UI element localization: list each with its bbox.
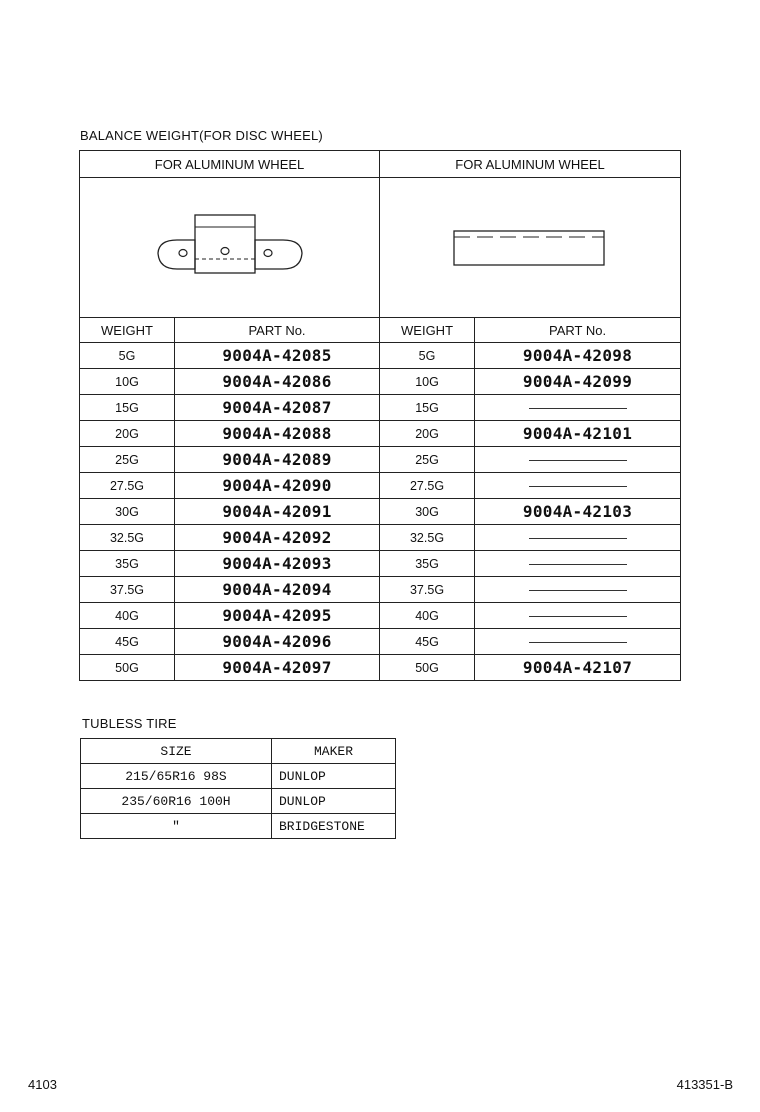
left-part-number-cell: 9004A-42096 [175,629,380,655]
not-available-dash [529,564,627,565]
balance-weight-title: BALANCE WEIGHT(FOR DISC WHEEL) [80,128,323,143]
weight-row [80,395,681,421]
not-available-dash [529,486,627,487]
weight-row [80,343,681,369]
tire-size-cell: 235/60R16 100H [81,789,272,814]
left-weight-cell: 5G [80,343,175,369]
right-part-number-cell [475,603,681,629]
right-weight-cell: 50G [380,655,475,681]
clip-weight-illustration-cell [80,178,380,318]
left-part-col-header: PART No. [175,318,380,343]
adhesive-weight-illustration [452,228,608,268]
weight-row [80,421,681,447]
right-weight-cell: 37.5G [380,577,475,603]
weight-row [80,603,681,629]
tire-row [81,814,396,839]
right-part-number-cell: 9004A-42098 [475,343,681,369]
right-weight-cell: 5G [380,343,475,369]
tire-maker-cell: BRIDGESTONE [272,814,396,839]
left-part-number-cell: 9004A-42086 [175,369,380,395]
left-part-number-cell: 9004A-42087 [175,395,380,421]
footer-figure-number: 413351-B [676,1077,733,1092]
tire-size-cell: 215/65R16 98S [81,764,272,789]
right-part-number-cell [475,525,681,551]
right-part-number-cell: 9004A-42107 [475,655,681,681]
left-weight-col-header: WEIGHT [80,318,175,343]
right-part-number-cell [475,577,681,603]
left-weight-cell: 25G [80,447,175,473]
left-part-number-cell: 9004A-42095 [175,603,380,629]
not-available-dash [529,460,627,461]
tire-maker-cell: DUNLOP [272,789,396,814]
not-available-dash [529,590,627,591]
tire-maker-cell: DUNLOP [272,764,396,789]
left-part-number-cell: 9004A-42092 [175,525,380,551]
balance-weight-table [79,150,681,681]
not-available-dash [529,408,627,409]
right-weight-cell: 15G [380,395,475,421]
weight-row [80,551,681,577]
size-col-header: SIZE [81,739,272,764]
right-part-number-cell [475,551,681,577]
weight-row [80,577,681,603]
left-part-number-cell: 9004A-42088 [175,421,380,447]
tire-row [81,764,396,789]
left-weight-cell: 20G [80,421,175,447]
weight-row [80,629,681,655]
left-part-number-cell: 9004A-42085 [175,343,380,369]
weight-row [80,499,681,525]
left-weight-cell: 32.5G [80,525,175,551]
left-weight-cell: 50G [80,655,175,681]
right-weight-cell: 40G [380,603,475,629]
left-weight-cell: 30G [80,499,175,525]
right-weight-col-header: WEIGHT [380,318,475,343]
left-weight-cell: 35G [80,551,175,577]
tubeless-tire-table [80,738,396,839]
right-weight-cell: 10G [380,369,475,395]
right-part-number-cell [475,473,681,499]
left-part-number-cell: 9004A-42097 [175,655,380,681]
left-weight-cell: 37.5G [80,577,175,603]
weight-row [80,655,681,681]
right-part-col-header: PART No. [475,318,681,343]
right-weight-cell: 35G [380,551,475,577]
right-part-number-cell: 9004A-42103 [475,499,681,525]
tire-size-cell: ″ [81,814,272,839]
right-part-number-cell: 9004A-42099 [475,369,681,395]
left-weight-cell: 27.5G [80,473,175,499]
left-part-number-cell: 9004A-42093 [175,551,380,577]
right-wheel-header: FOR ALUMINUM WHEEL [380,151,681,178]
right-part-number-cell: 9004A-42101 [475,421,681,447]
weight-row [80,473,681,499]
weight-row [80,369,681,395]
adhesive-weight-illustration-cell [380,178,681,318]
left-part-number-cell: 9004A-42090 [175,473,380,499]
tire-row [81,789,396,814]
left-weight-cell: 40G [80,603,175,629]
left-part-number-cell: 9004A-42091 [175,499,380,525]
right-weight-cell: 32.5G [380,525,475,551]
right-part-number-cell [475,447,681,473]
left-weight-cell: 10G [80,369,175,395]
left-weight-cell: 45G [80,629,175,655]
right-weight-cell: 25G [380,447,475,473]
right-weight-cell: 30G [380,499,475,525]
left-wheel-header: FOR ALUMINUM WHEEL [80,151,380,178]
right-weight-cell: 27.5G [380,473,475,499]
right-part-number-cell [475,629,681,655]
right-weight-cell: 20G [380,421,475,447]
tubeless-tire-title: TUBLESS TIRE [82,716,177,731]
not-available-dash [529,616,627,617]
balance-weight-rows [80,343,681,681]
left-part-number-cell: 9004A-42094 [175,577,380,603]
not-available-dash [529,642,627,643]
clip-on-weight-illustration [155,213,305,283]
weight-row [80,525,681,551]
left-weight-cell: 15G [80,395,175,421]
right-part-number-cell [475,395,681,421]
footer-page-code: 4103 [28,1077,57,1092]
right-weight-cell: 45G [380,629,475,655]
maker-col-header: MAKER [272,739,396,764]
weight-row [80,447,681,473]
tire-rows [81,764,396,839]
left-part-number-cell: 9004A-42089 [175,447,380,473]
not-available-dash [529,538,627,539]
